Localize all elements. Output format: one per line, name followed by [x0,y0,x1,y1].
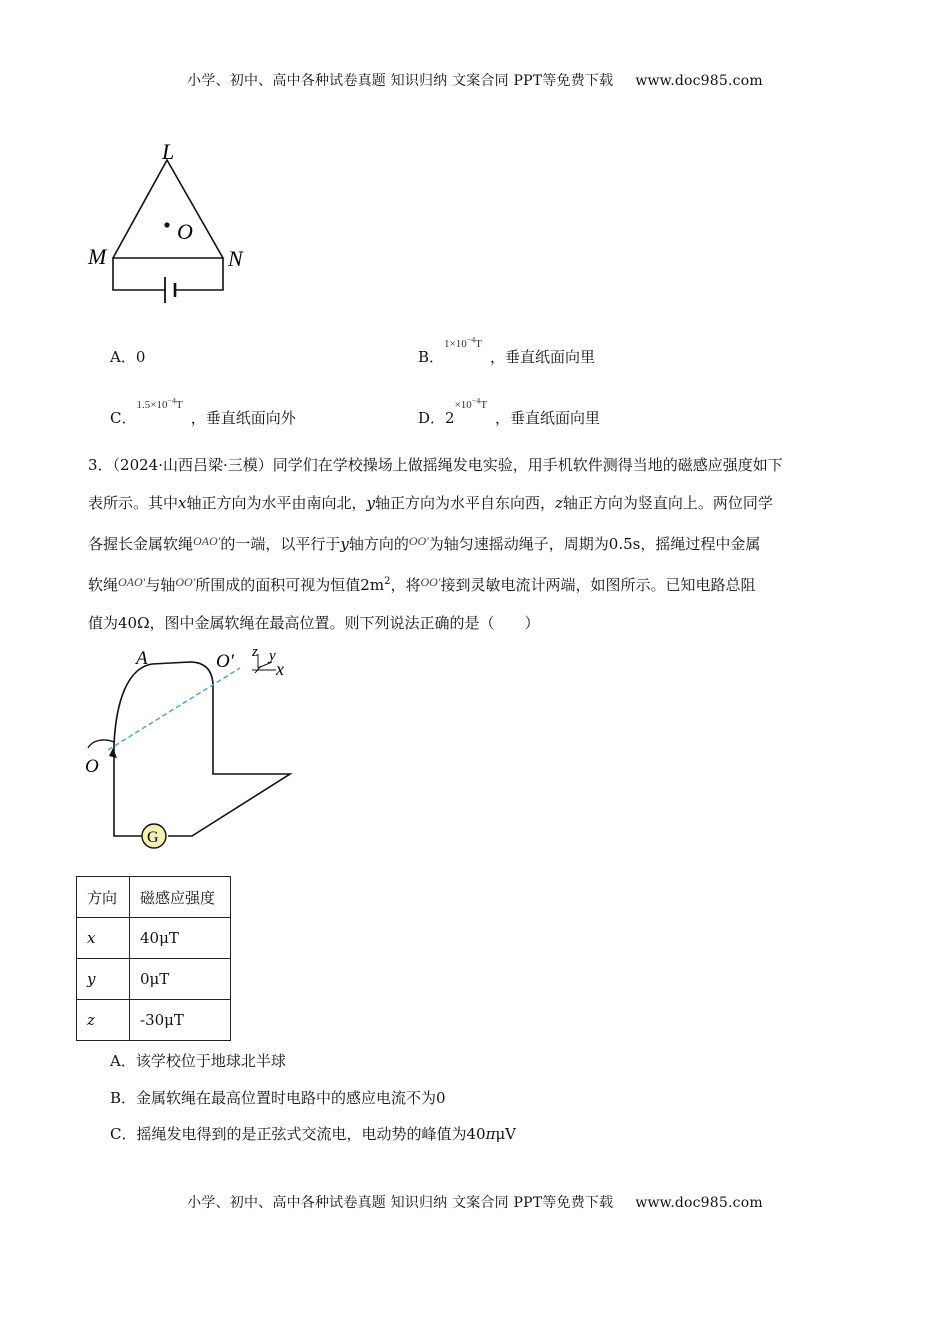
table-cell: x [77,918,130,959]
header-url[interactable]: www.doc985.com [635,73,763,89]
q3-option-c[interactable]: C．摇绳发电得到的是正弦式交流电，电动势的峰值为40πμV [110,1125,517,1143]
table-cell: z [77,1000,130,1041]
label-m: M [88,244,107,269]
q3-line-3: 各握长金属软绳$^{OAO'}$的一端，以平行于y轴方向的$^{OO'}$为轴匀速摇动绳子，周期为0.5s，摇绳过程中金属 [88,534,761,553]
q2-option-c[interactable]: C．$^{1.5\times 10^{-4}T}$，垂直纸面向外 [110,396,296,427]
table-cell: 0μT [130,959,231,1000]
q3-option-b[interactable]: B．金属软绳在最高位置时电路中的感应电流不为0 [110,1089,446,1107]
table-row [77,918,231,959]
q3-line-5: 值为40Ω，图中金属软绳在最高位置。则下列说法正确的是（ ） [88,614,540,632]
footer-url[interactable]: www.doc985.com [635,1195,763,1211]
footer-text: 小学、初中、高中各种试卷真题 知识归纳 文案合同 PPT等免费下载 [187,1195,614,1211]
label-o-prime: O′ [216,651,234,672]
table-header-cell: 磁感应强度 [130,877,231,918]
rotation-axis-line [108,668,240,750]
q2-option-d[interactable]: D．$2^{\times 10^{-4}T}$，垂直纸面向里 [418,396,601,427]
rope-generator-figure [80,640,300,860]
triangle-circuit-figure [80,135,270,315]
label-axis-z: z [252,644,258,660]
table-header-cell: 方向 [77,877,130,918]
table-cell: 40μT [130,918,231,959]
header-text: 小学、初中、高中各种试卷真题 知识归纳 文案合同 PPT等免费下载 [187,73,614,89]
table-row [77,959,231,1000]
metal-rope [114,662,213,745]
point-o-dot [164,222,169,227]
q3-option-a[interactable]: A．该学校位于地球北半球 [110,1052,286,1070]
label-g: G [147,829,159,846]
label-o-2: O [85,756,99,777]
table-header-row [77,877,231,918]
table-row [77,1000,231,1041]
q3-line-1: 3．（2024·山西吕梁·三模）同学们在学校操场上做摇绳发电实验，用手机软件测得当地的磁感应强度如下 [88,456,783,474]
label-n: N [228,246,243,271]
q3-line-2: 表所示。其中x轴正方向为水平由南向北，y轴正方向为水平自东向西，z轴正方向为竖直向上。两位同学 [88,494,773,512]
magnetic-field-table [76,876,231,1041]
table-cell: -30μT [130,1000,231,1041]
label-a: A [136,648,148,669]
label-axis-x: x [276,659,284,679]
page-header [0,70,950,90]
label-axis-y: y [269,648,276,664]
q2-option-a[interactable]: A．0 [110,348,146,366]
table-cell: y [77,959,130,1000]
q2-option-b[interactable]: B．$^{1\times 10^{-4}T}$，垂直纸面向里 [418,335,596,366]
q3-line-4: 软绳$^{OAO'}$与轴$^{OO'}$所围成的面积可视为恒值$2m^2$，将$^{OO'}$接到灵敏电流计两端，如图所示。已知电路总阻 [88,575,756,594]
label-o: O [177,219,193,244]
q3-stem [88,446,868,642]
page-footer [0,1192,950,1212]
rotation-arrow-icon [88,740,114,748]
label-l: L [162,139,175,164]
